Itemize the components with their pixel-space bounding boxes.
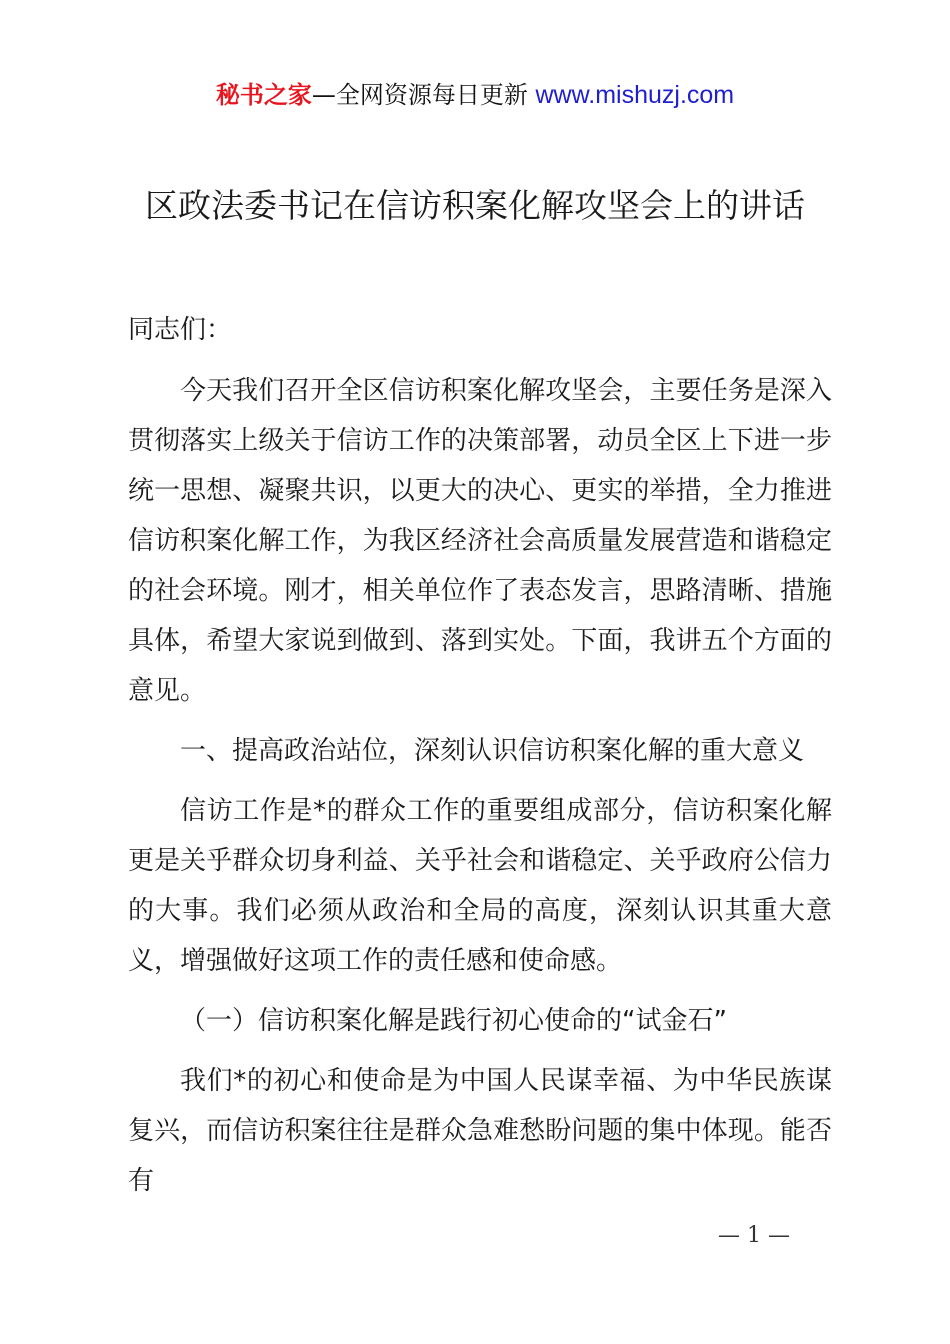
body-paragraph: 我们*的初心和使命是为中国人民谋幸福、为中华民族谋复兴，而信访积案往往是群众急难愁盼问题的集中体现。能否有 [128,1066,832,1196]
site-brand: 秘书之家 [215,81,312,109]
subsection-heading: （一）信访积案化解是践行初心使命的“试金石” [180,1006,727,1036]
site-tagline: —全网资源每日更新 [311,81,528,109]
body-paragraph: 今天我们召开全区信访积案化解攻坚会，主要任务是深入贯彻落实上级关于信访工作的决策部署，动员全区上下进一步统一思想、凝聚共识，以更大的决心、更实的举措，全力推进信访积案化解工作，为我区经济社会高质量发展营造和谐稳定的社会环境。刚才，相关单位作了表态发言，思路清晰、措施具体，希望大家说到做到、落到实处。下面，我讲五个方面的意见。 [128,376,832,706]
document-body [128,305,832,1206]
site-url-link[interactable]: www.mishuzj.com [535,81,735,109]
salutation: 同志们： [128,315,233,345]
section-heading: 一、提高政治站位，深刻认识信访积案化解的重大意义 [180,736,805,766]
document-title: 区政法委书记在信访积案化解攻坚会上的讲话 [145,186,805,225]
body-paragraph: 信访工作是*的群众工作的重要组成部分，信访积案化解更是关乎群众切身利益、关乎社会和谐稳定、关乎政府公信力的大事。我们必须从政治和全局的高度，深刻认识其重大意义，增强做好这项工作的责任感和使命感。 [128,796,832,976]
site-banner [0,78,950,112]
page-number: — 1 — [718,1223,790,1248]
